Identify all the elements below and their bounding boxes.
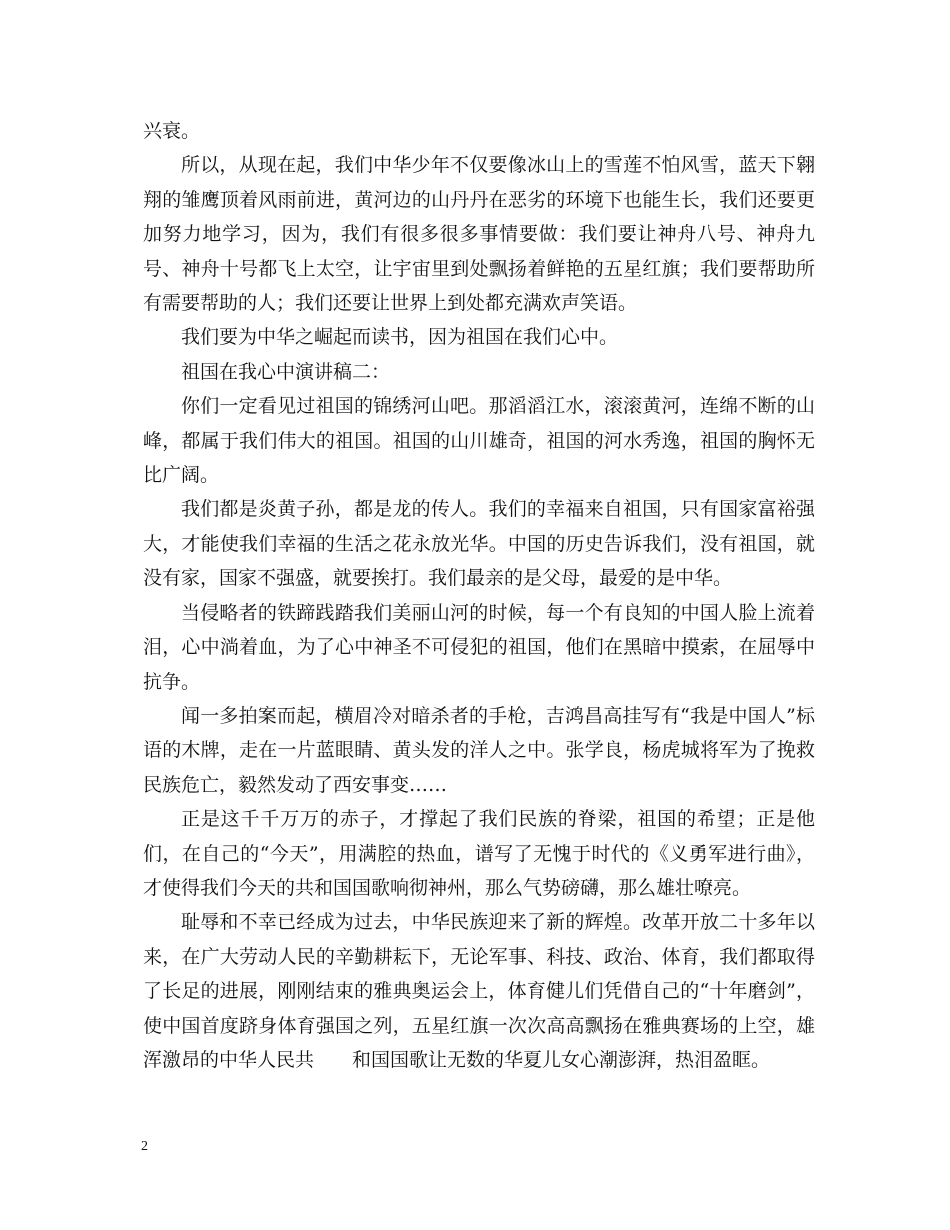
paragraph: 当侵略者的铁蹄践踏我们美丽山河的时候，每一个有良知的中国人脸上流着泪，心中淌着血，为了心中神圣不可侵犯的祖国，他们在黑暗中摸索，在屈辱中抗争。 <box>143 601 815 693</box>
paragraph-continuation: 兴衰。 <box>143 120 201 142</box>
section-heading: 祖国在我心中演讲稿二： <box>181 360 391 383</box>
page-number: 2 <box>141 1139 148 1154</box>
document-body <box>143 114 815 1077</box>
paragraph: 正是这千千万万的赤子，才撑起了我们民族的脊梁，祖国的希望；正是他们，在自己的“今天”，用满腔的热血，谱写了无愧于时代的《义勇军进行曲》，才使得我们今天的共和国国歌响彻神州，那么气势磅礴，那么雄壮嘹亮。 <box>143 808 815 899</box>
paragraph: 所以，从现在起，我们中华少年不仅要像冰山上的雪莲不怕风雪，蓝天下翱翔的雏鹰顶着风雨前进，黄河边的山丹丹在恶劣的环境下也能生长，我们还要更加努力地学习，因为，我们有很多很多事情要做：我们要让神舟八号、神舟九号、神舟十号都飞上太空，让宇宙里到处飘扬着鲜艳的五星红旗；我们要帮助所有需要帮助的人；我们还要让世界上到处都充满欢声笑语。 <box>143 154 815 315</box>
paragraph: 你们一定看见过祖国的锦绣河山吧。那滔滔江水，滚滚黄河，连绵不断的山峰，都属于我们伟大的祖国。祖国的山川雄奇，祖国的河水秀逸，祖国的胸怀无比广阔。 <box>143 395 815 487</box>
paragraph: 闻一多拍案而起，横眉冷对暗杀者的手枪，吉鸿昌高挂写有“我是中国人”标语的木牌，走在一片蓝眼睛、黄头发的洋人之中。张学良，杨虎城将军为了挽救民族危亡，毅然发动了西安事变…… <box>143 704 815 796</box>
paragraph: 我们要为中华之崛起而读书，因为祖国在我们心中。 <box>181 326 619 349</box>
paragraph: 耻辱和不幸已经成为过去，中华民族迎来了新的辉煌。改革开放二十多年以来，在广大劳动人民的辛勤耕耘下，无论军事、科技、政治、体育，我们都取得了长足的进展，刚刚结束的雅典奥运会上，体育健儿们凭借自己的“十年磨剑”，使中国首度跻身体育强国之列，五星红旗一次次高高飘扬在雅典赛场的上空，雄浑激昂的中华人民共 和国国歌让无数的华夏儿女心潮澎湃，热泪盈眶。 <box>143 911 815 1071</box>
paragraph: 我们都是炎黄子孙，都是龙的传人。我们的幸福来自祖国，只有国家富裕强大，才能使我们幸福的生活之花永放光华。中国的历史告诉我们，没有祖国，就没有家，国家不强盛，就要挨打。我们最亲的是父母，最爱的是中华。 <box>143 498 815 590</box>
